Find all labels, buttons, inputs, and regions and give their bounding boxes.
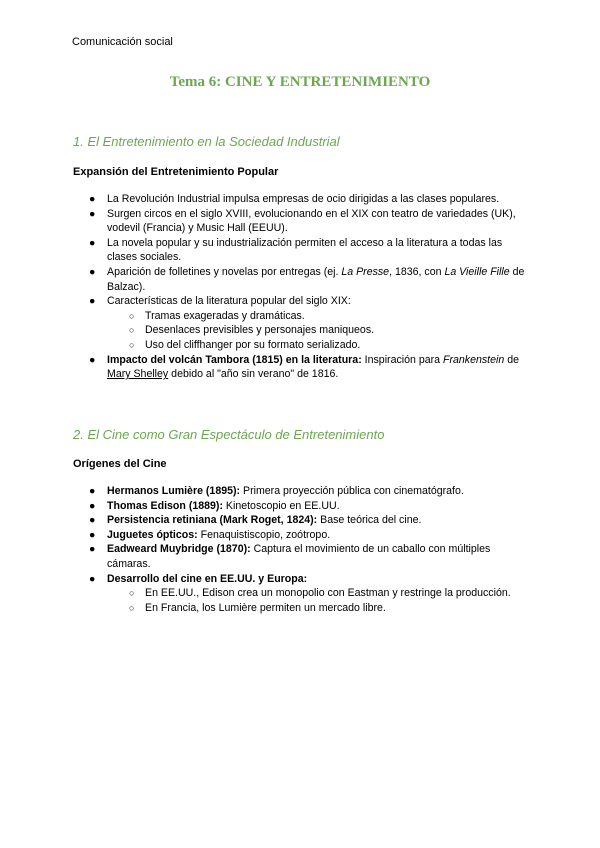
list-item: ● La novela popular y su industrialización permiten el acceso a la literatura a todas las clases sociales. [89, 236, 503, 264]
sub-list-item: ○ Desenlaces previsibles y personajes maniqueos. [129, 324, 375, 337]
list-item: ● Impacto del volcán Tambora (1815) en la literatura: Inspiración para Frankenstein de Mary Shelley debido al "año sin verano" de 1816. [89, 353, 519, 381]
list-item: ● Hermanos Lumière (1895): Primera proyección pública con cinematógrafo. [89, 485, 464, 497]
sub-list-item: ○ En EE.UU., Edison crea un monopolio con Eastman y restringe la producción. [129, 587, 511, 600]
hollow-bullet-icon: ○ [129, 588, 135, 599]
bullet-icon: ● [89, 353, 96, 366]
bullet-icon: ● [89, 572, 96, 585]
bullet-icon: ● [89, 514, 96, 527]
list-item: ● Eadweard Muybridge (1870): Captura el movimiento de un caballo con múltiples cámaras. [89, 543, 491, 570]
bullet-icon: ● [89, 236, 96, 249]
hollow-bullet-icon: ○ [129, 325, 135, 336]
section-1-heading: 1. El Entretenimiento en la Sociedad Industrial [73, 134, 340, 149]
hollow-bullet-icon: ○ [129, 339, 135, 350]
hollow-bullet-icon: ○ [129, 310, 135, 321]
section-2-heading: 2. El Cine como Gran Espectáculo de Entretenimiento [73, 427, 385, 442]
sub-list [129, 309, 529, 353]
sub-list [129, 586, 529, 615]
bullet-icon: ● [89, 265, 96, 278]
mary-shelley-link[interactable]: Mary Shelley [107, 368, 169, 381]
list-item: ● Thomas Edison (1889): Kinetoscopio en EE.UU. [89, 499, 340, 512]
bullet-icon: ● [89, 499, 96, 512]
bullet-icon: ● [89, 543, 96, 556]
list-item: ● Características de la literatura popular del siglo XIX: ○ Tramas exageradas y dramáticas. ○ Desenlaces previsibles y personajes maniqueos. ○ Uso del cliffhanger por su formato serializado. [89, 294, 529, 352]
bullet-icon: ● [89, 295, 96, 308]
bullet-icon: ● [89, 193, 96, 205]
list-item: ● Juguetes ópticos: Fenaquistiscopio, zoótropo. [89, 528, 331, 541]
sub-list-item: ○ Uso del cliffhanger por su formato serializado. [129, 338, 361, 351]
list-item: ● La Revolución Industrial impulsa empresas de ocio dirigidas a las clases populares. [89, 193, 500, 205]
sub-list-item: ○ En Francia, los Lumière permiten un mercado libre. [129, 601, 386, 614]
list-item: ● Desarrollo del cine en EE.UU. y Europa: ○ En EE.UU., Edison crea un monopolio con Eastman y restringe la producción. ○ En Francia, los Lumière permiten un mercado libre. [89, 572, 529, 616]
list-item: ● Persistencia retiniana (Mark Roget, 1824): Base teórica del cine. [89, 514, 422, 527]
section-1-subheading: Expansión del Entretenimiento Popular [73, 166, 279, 178]
bullet-icon: ● [89, 207, 96, 220]
page-header: Comunicación social [72, 36, 173, 48]
section-2-subheading: Orígenes del Cine [73, 458, 167, 470]
sub-list-item: ○ Tramas exageradas y dramáticas. [129, 309, 305, 322]
hollow-bullet-icon: ○ [129, 602, 135, 613]
section-1-list [89, 192, 529, 382]
section-2-list [89, 484, 529, 615]
bullet-icon: ● [89, 528, 96, 541]
document-title: Tema 6: CINE Y ENTRETENIMIENTO [169, 74, 431, 90]
list-item: ● Surgen circos en el siglo XVIII, evolucionando en el XIX con teatro de variedades (UK), vodevil (Francia) y Music Hall (EEUU). [89, 207, 516, 235]
list-item: ● Aparición de folletines y novelas por entregas (ej. La Presse, 1836, con La Vieille Fille de Balzac). [89, 265, 525, 293]
bullet-icon: ● [89, 485, 96, 497]
